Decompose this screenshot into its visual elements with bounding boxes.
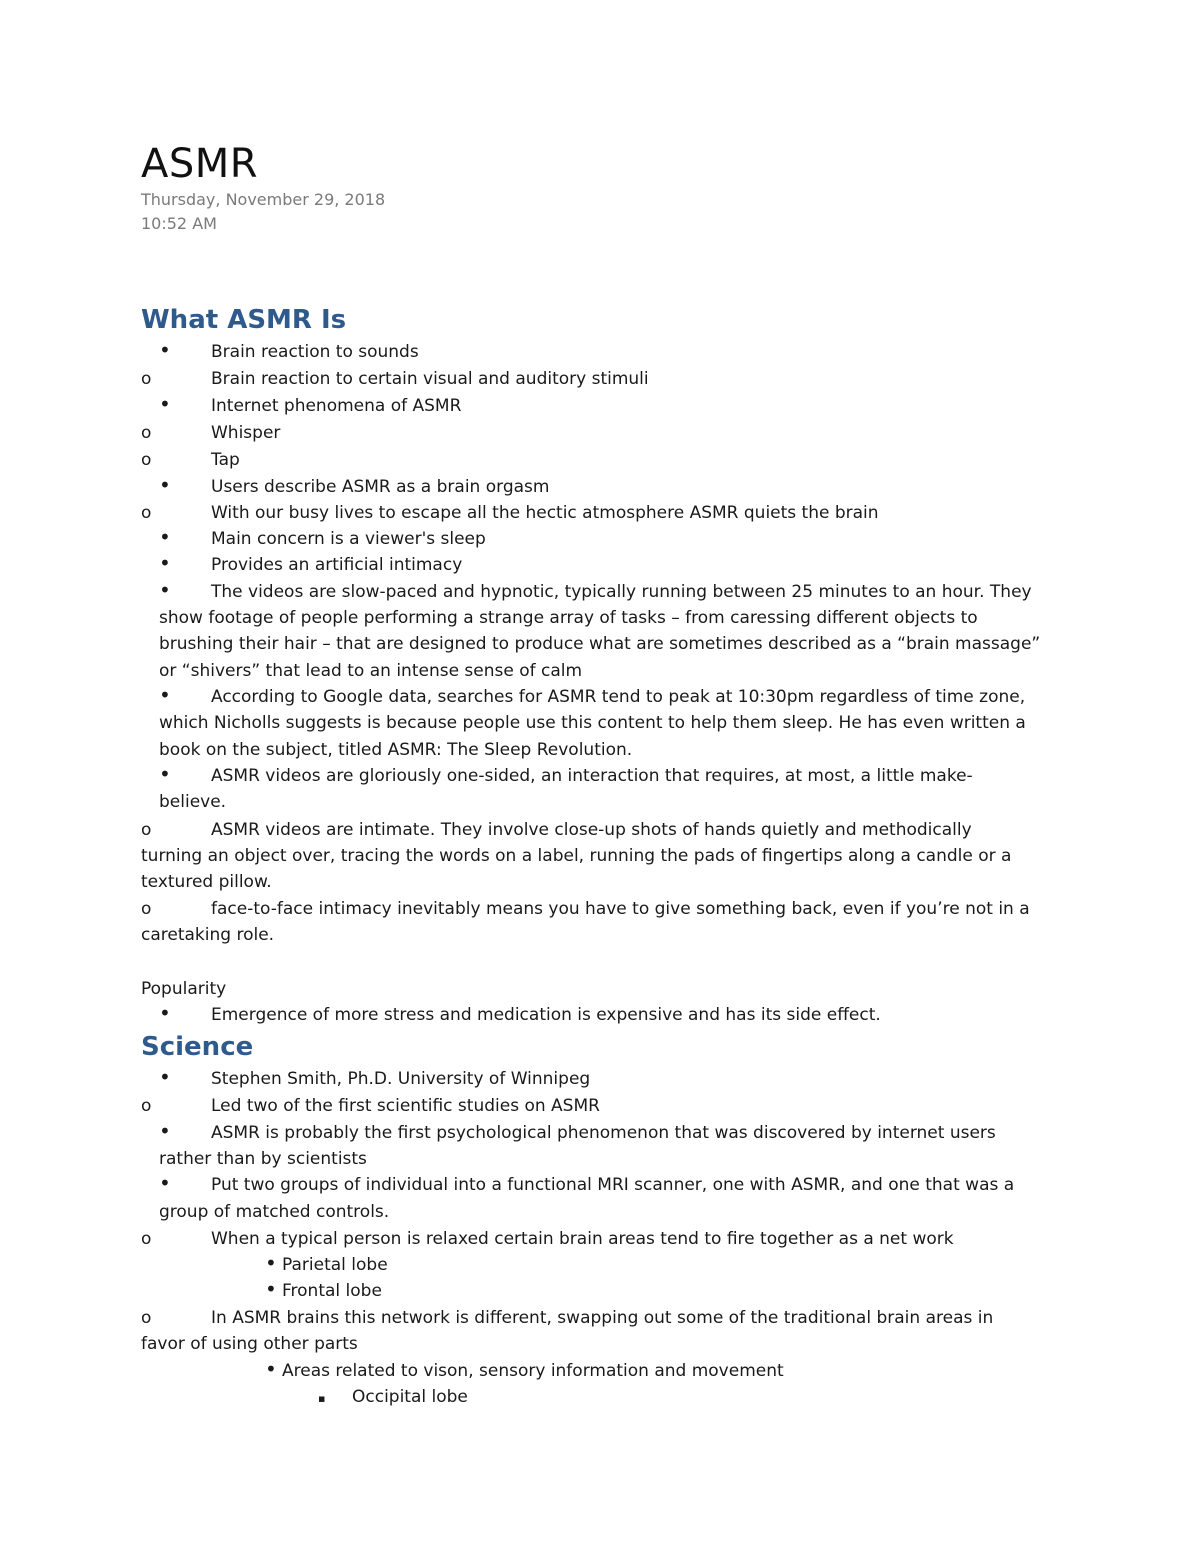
bullet-marker: •: [159, 473, 171, 497]
list-item-continuation: show footage of people performing a strange array of tasks – from caressing different objects to: [159, 608, 978, 628]
square-bullet-marker: ▪: [318, 1392, 326, 1405]
list-item: Provides an artificial intimacy: [211, 555, 463, 575]
list-item: Whisper: [211, 423, 281, 443]
list-item: Main concern is a viewer's sleep: [211, 529, 486, 549]
list-item-continuation: or “shivers” that lead to an intense sense of calm: [159, 661, 583, 681]
list-item: The videos are slow-paced and hypnotic, typically running between 25 minutes to an hour. They: [211, 582, 1032, 602]
list-item: Brain reaction to certain visual and auditory stimuli: [211, 369, 649, 389]
sub-bullet-marker: o: [141, 423, 152, 443]
bullet-marker: •: [265, 1277, 277, 1301]
bullet-marker: •: [159, 683, 171, 707]
bullet-marker: •: [265, 1251, 277, 1275]
list-item: Put two groups of individual into a functional MRI scanner, one with ASMR, and one that was a: [211, 1175, 1015, 1195]
list-item: Internet phenomena of ASMR: [211, 396, 462, 416]
bullet-marker: •: [159, 1171, 171, 1195]
list-item: Stephen Smith, Ph.D. University of Winnipeg: [211, 1069, 591, 1089]
sub-bullet-marker: o: [141, 899, 152, 919]
list-item: Emergence of more stress and medication is expensive and has its side effect.: [211, 1005, 881, 1025]
list-item: Frontal lobe: [282, 1281, 382, 1301]
sub-bullet-marker: o: [141, 369, 152, 389]
bullet-marker: •: [265, 1357, 277, 1381]
list-item: Areas related to vison, sensory information and movement: [282, 1361, 784, 1381]
list-item-continuation: turning an object over, tracing the words on a label, running the pads of fingertips along a candle or a: [141, 846, 1012, 866]
list-item-continuation: textured pillow.: [141, 872, 272, 892]
sub-bullet-marker: o: [141, 1229, 152, 1249]
list-item: ASMR videos are intimate. They involve close-up shots of hands quietly and methodically: [211, 820, 972, 840]
bullet-marker: •: [159, 525, 171, 549]
list-item: Led two of the first scientific studies on ASMR: [211, 1096, 600, 1116]
list-item-continuation: group of matched controls.: [159, 1202, 390, 1222]
list-item-continuation: brushing their hair – that are designed to produce what are sometimes described as a “brain massage”: [159, 634, 1041, 654]
list-item-continuation: rather than by scientists: [159, 1149, 367, 1169]
list-item: ASMR videos are gloriously one-sided, an interaction that requires, at most, a little make-: [211, 766, 973, 786]
section-heading-what-asmr-is: What ASMR Is: [141, 305, 347, 335]
list-item: Occipital lobe: [352, 1387, 468, 1407]
list-item-continuation: believe.: [159, 792, 227, 812]
note-time: 10:52 AM: [141, 214, 217, 233]
list-item: According to Google data, searches for ASMR tend to peak at 10:30pm regardless of time zone,: [211, 687, 1026, 707]
bullet-marker: •: [159, 578, 171, 602]
list-item: Parietal lobe: [282, 1255, 388, 1275]
sub-bullet-marker: o: [141, 450, 152, 470]
bullet-marker: •: [159, 338, 171, 362]
list-item: In ASMR brains this network is different, swapping out some of the traditional brain areas in: [211, 1308, 994, 1328]
bullet-marker: •: [159, 551, 171, 575]
bullet-marker: •: [159, 762, 171, 786]
section-heading-science: Science: [141, 1032, 254, 1062]
sub-bullet-marker: o: [141, 1308, 152, 1328]
sub-bullet-marker: o: [141, 820, 152, 840]
list-item-continuation: favor of using other parts: [141, 1334, 358, 1354]
note-date: Thursday, November 29, 2018: [141, 190, 386, 209]
bullet-marker: •: [159, 392, 171, 416]
list-item-continuation: which Nicholls suggests is because people use this content to help them sleep. He has even written a: [159, 713, 1026, 733]
sub-bullet-marker: o: [141, 503, 152, 523]
list-item: With our busy lives to escape all the hectic atmosphere ASMR quiets the brain: [211, 503, 879, 523]
list-item: Tap: [211, 450, 240, 470]
list-item-continuation: caretaking role.: [141, 925, 275, 945]
list-item: Brain reaction to sounds: [211, 342, 419, 362]
page-title: ASMR: [141, 141, 259, 187]
bullet-marker: •: [159, 1001, 171, 1025]
list-item: When a typical person is relaxed certain brain areas tend to fire together as a net work: [211, 1229, 954, 1249]
sub-bullet-marker: o: [141, 1096, 152, 1116]
list-item: ASMR is probably the first psychological phenomenon that was discovered by internet users: [211, 1123, 996, 1143]
list-item: Users describe ASMR as a brain orgasm: [211, 477, 550, 497]
bullet-marker: •: [159, 1065, 171, 1089]
popularity-label: Popularity: [141, 979, 227, 999]
list-item-continuation: book on the subject, titled ASMR: The Sleep Revolution.: [159, 740, 633, 760]
list-item: face-to-face intimacy inevitably means you have to give something back, even if you’re not in a: [211, 899, 1030, 919]
bullet-marker: •: [159, 1119, 171, 1143]
